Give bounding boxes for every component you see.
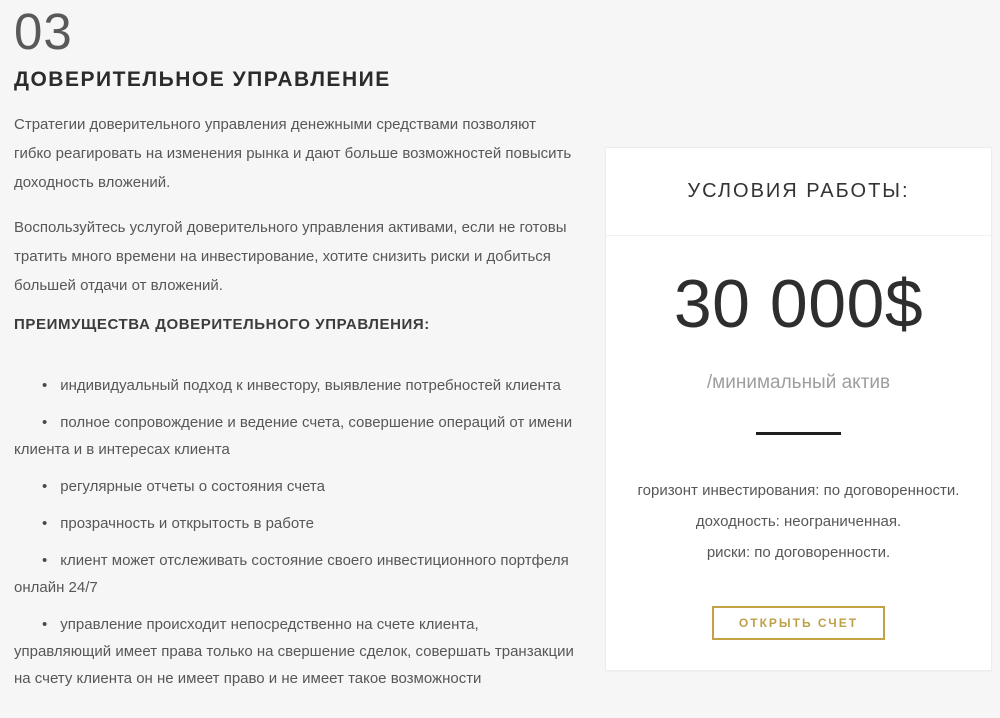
conditions-card-body bbox=[606, 268, 991, 640]
offer-paragraph: Воспользуйтесь услугой доверительного управления активами, если не готовы тратить много времени на инвестирование, хотите снизить риски и добиться большей отдачи от вложений. bbox=[14, 219, 567, 294]
benefit-text: прозрачность и открытость в работе bbox=[60, 515, 314, 532]
conditions-card bbox=[605, 147, 992, 671]
benefit-item bbox=[14, 409, 576, 463]
section-content bbox=[14, 0, 576, 702]
conditions-card-header bbox=[606, 148, 991, 236]
benefit-item bbox=[14, 611, 576, 692]
detail-risks: риски: по договоренности. bbox=[706, 544, 891, 561]
intro-paragraph: Стратегии доверительного управления денежными средствами позволяют гибко реагировать на изменения рынка и дают больше возможностей повысить доходность вложений. bbox=[14, 116, 572, 191]
detail-investment-horizon: горизонт инвестирования: по договоренности. bbox=[637, 482, 960, 499]
benefit-item bbox=[14, 372, 576, 399]
benefit-text: клиент может отслеживать состояние своего инвестиционного портфеля онлайн 24/7 bbox=[14, 552, 569, 596]
benefit-text: индивидуальный подход к инвестору, выявление потребностей клиента bbox=[60, 377, 561, 394]
price-divider bbox=[756, 432, 841, 435]
benefit-text: полное сопровождение и ведение счета, совершение операций от имени клиента и в интересах клиента bbox=[14, 414, 573, 458]
benefit-item bbox=[14, 510, 576, 537]
conditions-title: УСЛОВИЯ РАБОТЫ: bbox=[687, 180, 910, 202]
conditions-details bbox=[606, 475, 991, 568]
benefit-item bbox=[14, 547, 576, 601]
section-index: 03 bbox=[14, 3, 73, 60]
minimum-asset-price: 30 000$ bbox=[673, 266, 924, 342]
price-caption: /минимальный актив bbox=[706, 372, 891, 393]
benefits-heading: ПРЕИМУЩЕСТВА ДОВЕРИТЕЛЬНОГО УПРАВЛЕНИЯ: bbox=[14, 316, 430, 333]
benefit-text: регулярные отчеты о состояния счета bbox=[60, 478, 325, 495]
benefits-list bbox=[14, 372, 576, 692]
benefit-text: управление происходит непосредственно на счете клиента, управляющий имеет права только на свершение сделок, совершать транзакции на счету клиента он не имеет право и не имеет такое возможности bbox=[14, 616, 574, 687]
benefit-item bbox=[14, 473, 576, 500]
open-account-button[interactable]: ОТКРЫТЬ СЧЕТ bbox=[712, 606, 885, 640]
detail-profitability: доходность: неограниченная. bbox=[695, 513, 902, 530]
section-title: ДОВЕРИТЕЛЬНОЕ УПРАВЛЕНИЕ bbox=[14, 68, 391, 91]
